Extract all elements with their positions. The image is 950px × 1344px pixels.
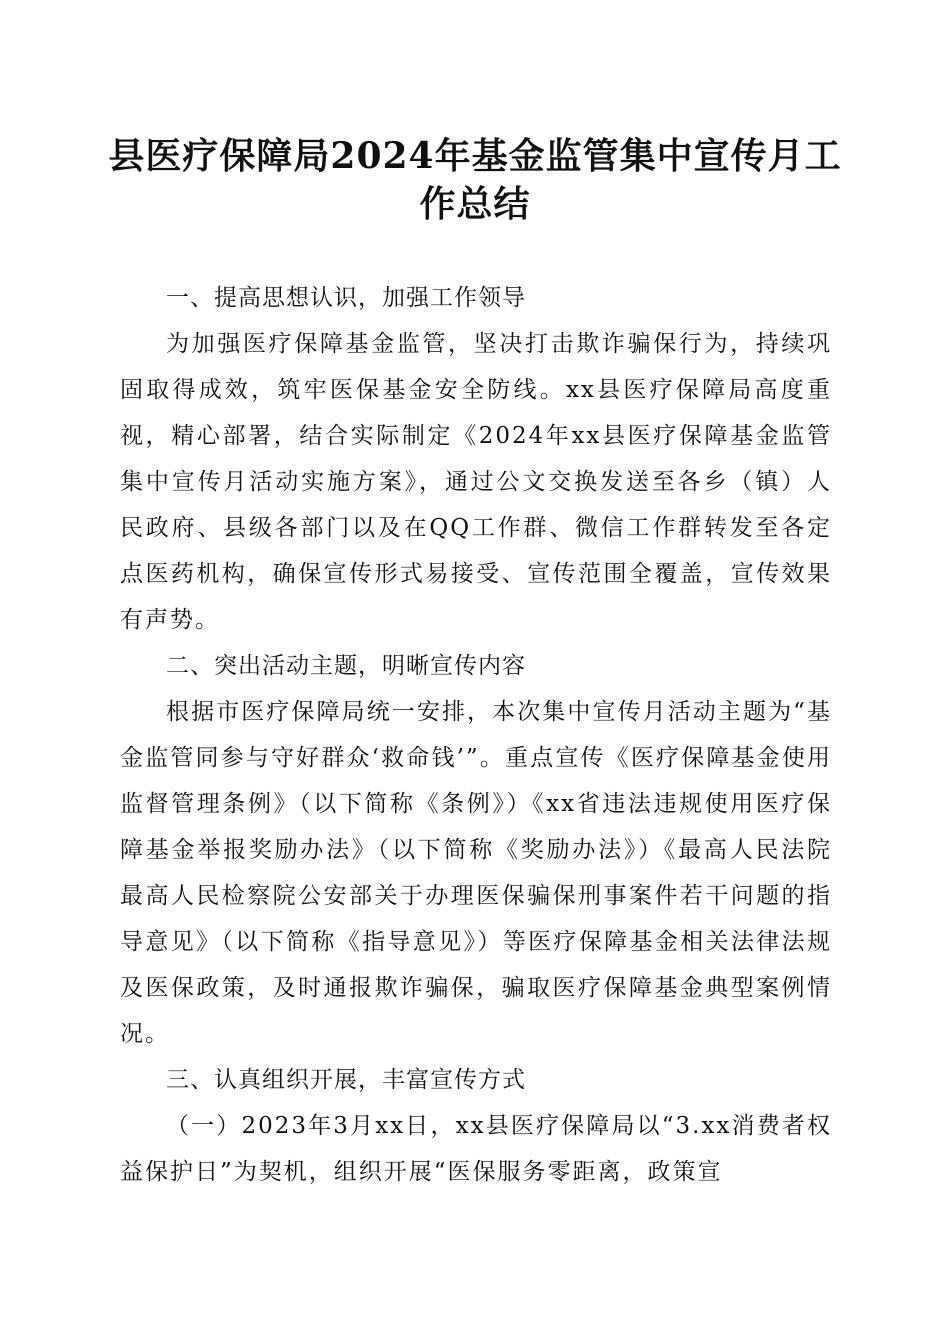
section-heading: 一、提高思想认识，加强工作领导 [166,285,526,311]
section-heading: 三、认真组织开展，丰富宣传方式 [166,1067,526,1093]
section-paragraph: （一）2023年3月xx日，xx县医疗保障局以“3.xx消费者权益保护日”为契机，组织开展“医保服务零距离，政策宣 [120,1113,832,1185]
section-paragraph: 为加强医疗保障基金监管，坚决打击欺诈骗保行为，持续巩固取得成效，筑牢医保基金安全防线。xx县医疗保障局高度重视，精心部署，结合实际制定《2024年xx县医疗保障基金监管集中宣传月活动实施方案》，通过公文交换发送至各乡（镇）人民政府、县级各部门以及在QQ工作群、微信工作群转发至各定点医药机构，确保宣传形式易接受、宣传范围全覆盖，宣传效果有声势。 [120,331,832,633]
section-paragraph: 根据市医疗保障局统一安排，本次集中宣传月活动主题为“基金监管同参与守好群众‘救命钱’”。重点宣传《医疗保障基金使用监督管理条例》（以下简称《条例》）《xx省违法违规使用医疗保障基金举报奖励办法》（以下简称《奖励办法》）《最高人民法院最高人民检察院公安部关于办理医保骗保刑事案件若干问题的指导意见》（以下简称《指导意见》）等医疗保障基金相关法律法规及医保政策，及时通报欺诈骗保，骗取医疗保障基金典型案例情况。 [120,699,832,1047]
section-3 [120,1057,832,1195]
document-title: 县医疗保障局2024年基金监管集中宣传月工作总结 [108,135,842,225]
section-1 [120,275,832,643]
section-heading: 二、突出活动主题，明晰宣传内容 [166,653,526,679]
document-body [120,275,832,1195]
section-2 [120,643,832,1057]
